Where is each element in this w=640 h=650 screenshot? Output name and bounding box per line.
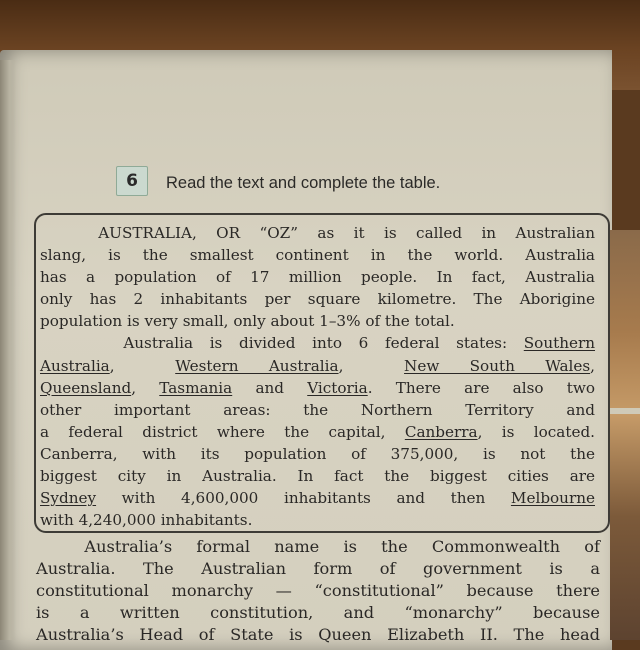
text-line: Australia is divided into 6 federal states: Southern (123, 334, 596, 353)
text-line: biggest city in Australia. In fact the biggest cities are (40, 467, 595, 486)
place-sydney: Sydney (40, 489, 97, 508)
task-instruction: Read the text and complete the table. (166, 174, 441, 192)
place-southern: Southern (523, 334, 596, 353)
place-canberra: Canberra (404, 422, 478, 441)
place-western-australia: Western Australia (175, 356, 339, 375)
place-victoria: Victoria (307, 378, 368, 397)
text-line: is a written constitution, and “monarchy” because (36, 603, 600, 623)
place-australia: Australia (40, 356, 110, 375)
text-line: other important areas: the Northern Territory and (40, 400, 595, 419)
place-new-south-wales: New South Wales (404, 356, 591, 375)
page-binding-shadow (0, 60, 16, 640)
article-continuation (36, 535, 600, 645)
text-line: slang, is the smallest continent in the world. Australia (40, 246, 595, 265)
text-line: has a population of 17 million people. In fact, Australia (40, 268, 595, 287)
side-photo (610, 230, 640, 640)
place-queensland: Queensland (40, 378, 132, 397)
text-line: a federal district where the capital, Canberra, is located. (40, 422, 595, 441)
text-line: Canberra, with its population of 375,000, is not the (40, 444, 595, 463)
text-line: population is very small, only about 1–3% of the total. (40, 312, 455, 331)
text-line: with 4,240,000 inhabitants. (40, 511, 253, 530)
task-number-badge: 6 (116, 166, 148, 196)
photo-divider (610, 408, 640, 414)
text-line: Australia, Western Australia, New South Wales, (40, 356, 595, 375)
place-tasmania: Tasmania (159, 378, 233, 397)
place-melbourne: Melbourne (510, 489, 595, 508)
text-line: Australia’s formal name is the Commonwealth of (84, 537, 601, 556)
text-line: Sydney with 4,600,000 inhabitants and then Melbourne (40, 489, 595, 508)
text-line: constitutional monarchy — “constitutional” because there (36, 581, 600, 601)
text-line: Australia’s Head of State is Queen Elizabeth II. The head (36, 625, 600, 645)
text-line: only has 2 inhabitants per square kilometre. The Aborigine (40, 290, 595, 309)
text-line: Queensland, Tasmania and Victoria. There are also two (40, 378, 596, 397)
boxed-article-text (40, 222, 595, 531)
text-line: Australia. The Australian form of government is a (36, 559, 600, 579)
text-line: AUSTRALIA, OR “OZ” as it is called in Australian (98, 224, 595, 242)
